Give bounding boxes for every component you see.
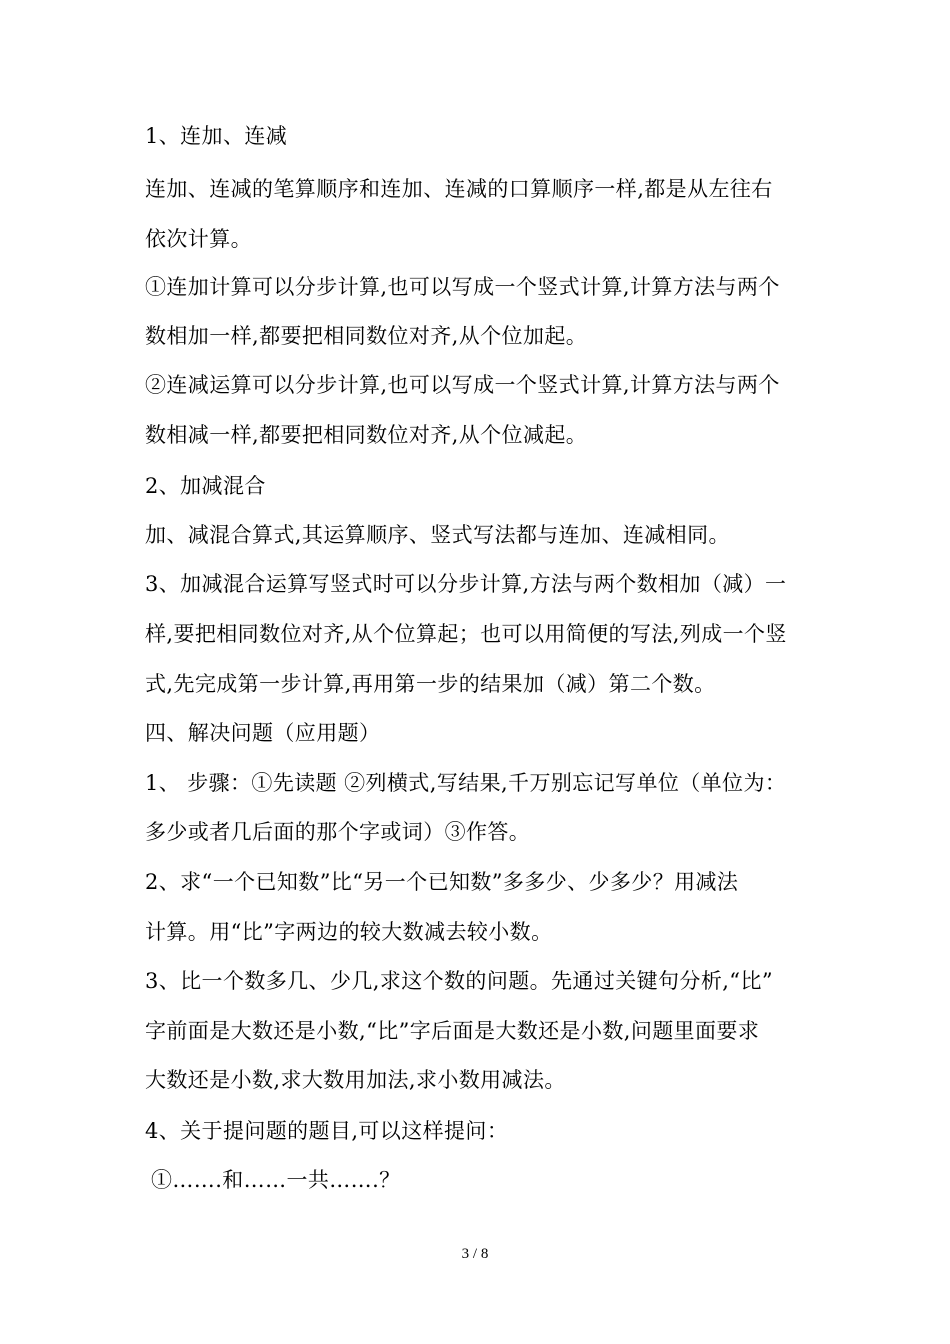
paragraph-line: 4、关于提问题的题目,可以这样提问： [145,1119,509,1143]
paragraph-line: 大数还是小数,求大数用加法,求小数用减法。 [145,1068,566,1092]
paragraph-line: 依次计算。 [145,227,252,251]
paragraph-line: 2、求“一个已知数”比“另一个已知数”多多少、少多少？用减法 [145,870,739,894]
paragraph-line: 字前面是大数还是小数,“比”字后面是大数还是小数,问题里面要求 [145,1019,760,1043]
paragraph-line: 计算。用“比”字两边的较大数减去较小数。 [145,920,553,944]
paragraph-line: ①连加计算可以分步计算,也可以写成一个竖式计算,计算方法与两个 [145,275,780,299]
paragraph-line: 样,要把相同数位对齐,从个位算起；也可以用简便的写法,列成一个竖 [145,622,787,646]
paragraph-line: 加、减混合算式,其运算顺序、竖式写法都与连加、连减相同。 [145,523,730,547]
paragraph-line: 1、 步骤：①先读题 ②列横式,写结果,千万别忘记写单位（单位为： [145,771,787,795]
paragraph-line: 多少或者几后面的那个字或词）③作答。 [145,820,531,844]
paragraph-line: ②连减运算可以分步计算,也可以写成一个竖式计算,计算方法与两个 [145,373,780,397]
section-heading: 1、连加、连减 [145,124,288,148]
page-number: 3 / 8 [461,1246,489,1262]
paragraph-line: 数相减一样,都要把相同数位对齐,从个位减起。 [145,423,588,447]
paragraph-line: 3、比一个数多几、少几,求这个数的问题。先通过关键句分析,“比” [145,969,773,993]
paragraph-line: 3、加减混合运算写竖式时可以分步计算,方法与两个数相加（减）一 [145,572,787,596]
paragraph-line: 数相加一样,都要把相同数位对齐,从个位加起。 [145,324,588,348]
paragraph-line: ①…….和……一共…….？ [151,1168,401,1192]
paragraph-line: 式,先完成第一步计算,再用第一步的结果加（减）第二个数。 [145,672,716,696]
paragraph-line: 连加、连减的笔算顺序和连加、连减的口算顺序一样,都是从左往右 [145,177,773,201]
section-heading: 2、加减混合 [145,474,266,498]
section-heading: 四、解决问题（应用题） [145,721,381,745]
